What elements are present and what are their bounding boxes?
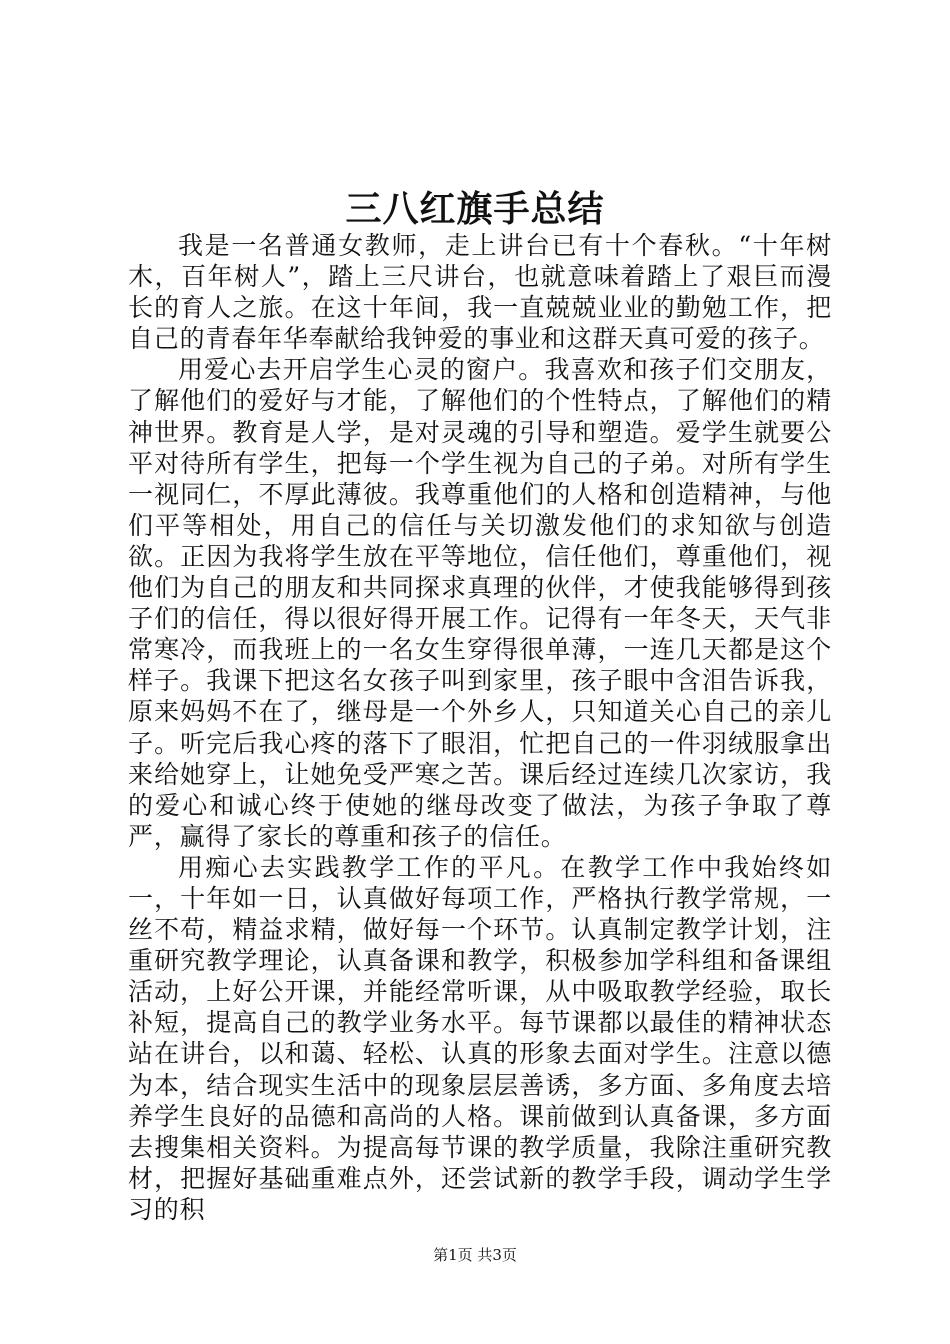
page-number-footer: 第1页 共3页: [433, 1246, 517, 1264]
paragraph-intro: 我是一名普通女教师，走上讲台已有十个春秋。“十年树木，百年树人”，踏上三尺讲台，也就意味着踏上了艰巨而漫长的育人之旅。在这十年间，我一直兢兢业业的勤勉工作，把自己的青春年华奉献给我钟爱的事业和这群天真可爱的孩子。: [128, 231, 832, 354]
document-body: [128, 230, 832, 1225]
document-title: 三八红旗手总结: [345, 188, 605, 230]
paragraph-teaching: 用痴心去实践教学工作的平凡。在教学工作中我始终如一，十年如一日，认真做好每项工作，严格执行教学常规，一丝不苟，精益求精，做好每一个环节。认真制定教学计划，注重研究教学理论，认真备课和教学，积极参加学科组和备课组活动，上好公开课，并能经常听课，从中吸取教学经验，取长补短，提高自己的教学业务水平。每节课都以最佳的精神状态站在讲台，以和蔼、轻松、认真的形象去面对学生。注意以德为本，结合现实生活中的现象层层善诱，多方面、多角度去培养学生良好的品德和高尚的人格。课前做到认真备课，多方面去搜集相关资料。为提高每节课的教学质量，我除注重研究教材，把握好基础重难点外，还尝试新的教学手段，调动学生学习的积: [128, 852, 832, 1224]
paragraph-love: 用爱心去开启学生心灵的窗户。我喜欢和孩子们交朋友，了解他们的爱好与才能，了解他们的个性特点，了解他们的精神世界。教育是人学，是对灵魂的引导和塑造。爱学生就要公平对待所有学生，把每一个学生视为自己的子弟。对所有学生一视同仁，不厚此薄彼。我尊重他们的人格和创造精神，与他们平等相处，用自己的信任与关切激发他们的求知欲与创造欲。正因为我将学生放在平等地位，信任他们，尊重他们，视他们为自己的朋友和共同探求真理的伙伴，才使我能够得到孩子们的信任，得以很好得开展工作。记得有一年冬天，天气非常寒冷，而我班上的一名女生穿得很单薄，一连几天都是这个样子。我课下把这名女孩子叫到家里，孩子眼中含泪告诉我，原来妈妈不在了，继母是一个外乡人，只知道关心自己的亲儿子。听完后我心疼的落下了眼泪，忙把自己的一件羽绒服拿出来给她穿上，让她免受严寒之苦。课后经过连续几次家访，我的爱心和诚心终于使她的继母改变了做法，为孩子争取了尊严，赢得了家长的尊重和孩子的信任。: [128, 355, 832, 851]
